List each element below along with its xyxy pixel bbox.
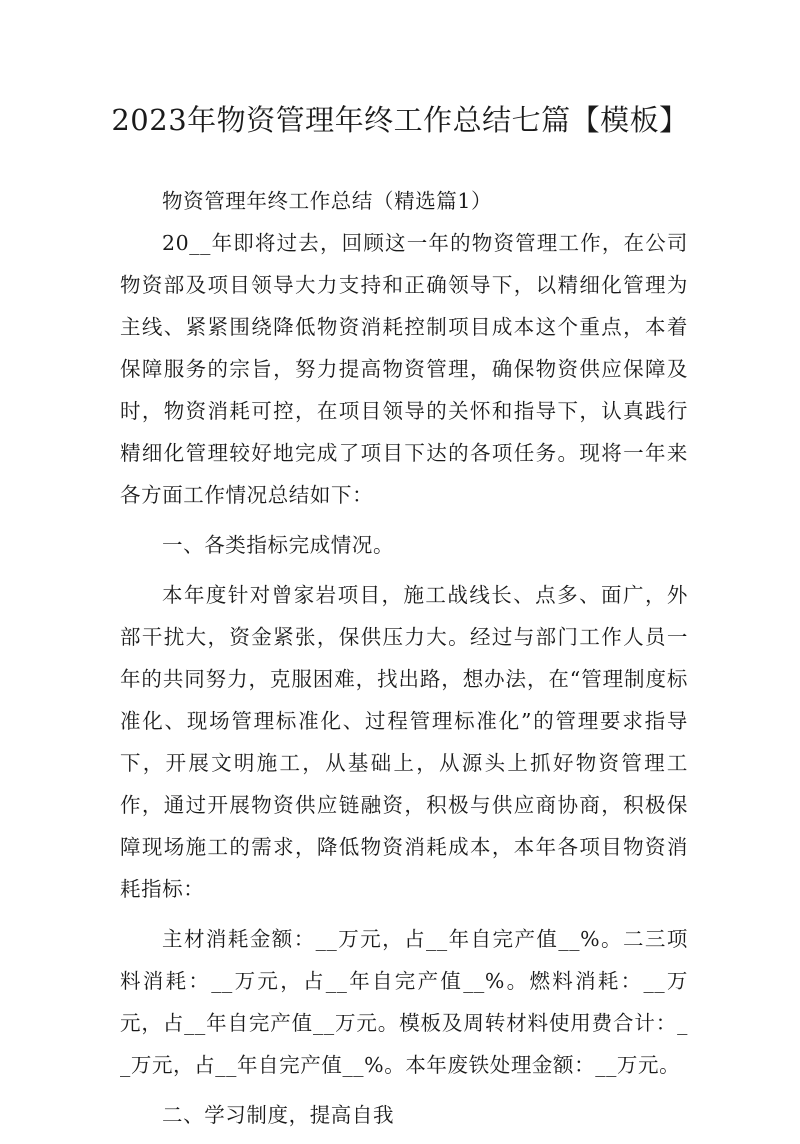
section-heading-study: 二、学习制度，提高自我 (162, 1103, 395, 1127)
document-title: 2023年物资管理年终工作总结七篇【模板】 (111, 103, 689, 137)
paragraph-intro: 20__年即将过去，回顾这一年的物资管理工作，在公司物资部及项目领导大力支持和正确领导下，以精细化管理为主线、紧紧围绕降低物资消耗控制项目成本这个重点，本着保障服务的宗旨，努力提高物资管理，确保物资供应保障及时，物资消耗可控，在项目领导的关怀和指导下，认真践行精细化管理较好地完成了项目下达的各项任务。现将一年来各方面工作情况总结如下： (120, 231, 688, 507)
paragraph-consumption: 主材消耗金额：__万元，占__年自完产值__%。二三项料消耗：__万元，占__年自完产值__%。燃料消耗：__万元，占__年自完产值__万元。模板及周转材料使用费合计：__万元，占__年自完产值__%。本年废铁处理金额：__万元。 (120, 927, 688, 1077)
section-heading-1: 物资管理年终工作总结（精选篇1） (162, 189, 493, 213)
section-heading-indicators: 一、各类指标完成情况。 (162, 533, 395, 557)
paragraph-indicators: 本年度针对曾家岩项目，施工战线长、点多、面广，外部干扰大，资金紧张，保供压力大。经过与部门工作人员一年的共同努力，克服困难，找出路，想办法，在“管理制度标准化、现场管理标准化、过程管理标准化”的管理要求指导下，开展文明施工，从基础上，从源头上抓好物资管理工作，通过开展物资供应链融资，积极与供应商协商，积极保障现场施工的需求，降低物资消耗成本，本年各项目物资消耗指标： (120, 583, 688, 901)
document-body (120, 180, 688, 1144)
